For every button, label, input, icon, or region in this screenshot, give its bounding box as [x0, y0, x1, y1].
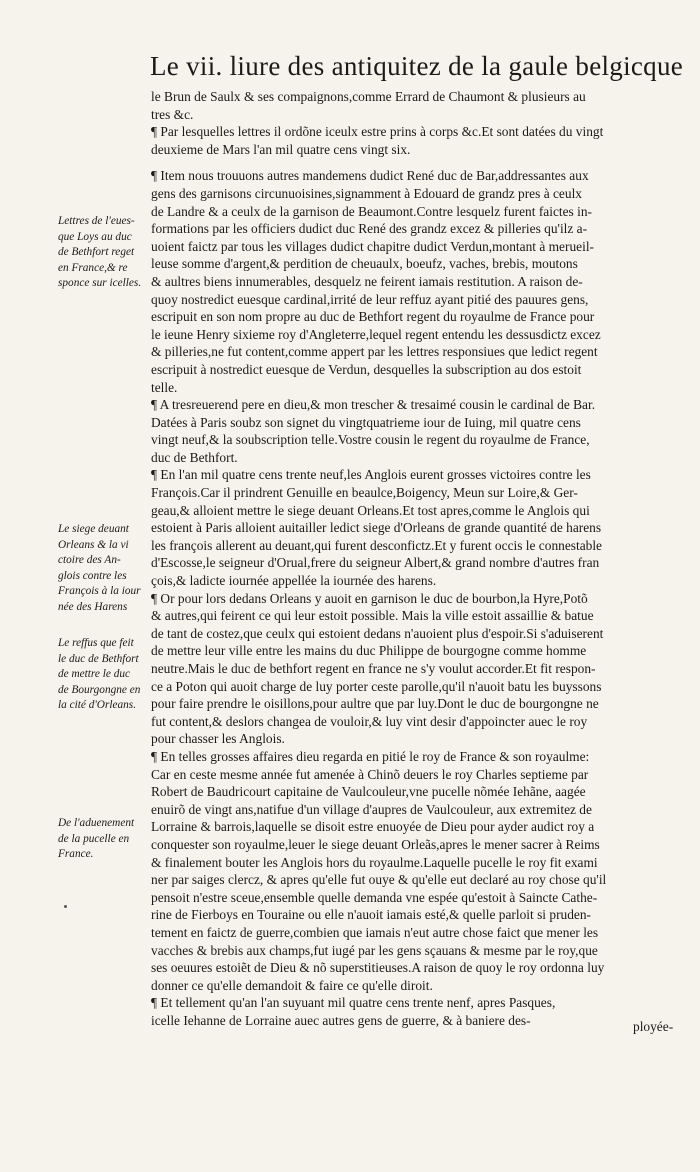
text-line: de mettre leur ville entre les mains du duc Philippe de bourgogne comme homme	[151, 643, 587, 659]
paragraph-gap	[151, 158, 681, 167]
margin-note-line: née des Harens	[58, 600, 128, 613]
text-line: formations par les officiers dudict duc René des grandz excez & pilleries qu'ilz a-	[151, 221, 588, 237]
text-line: icelle Iehanne de Lorraine auec autres gens de guerre, & à baniere des-	[151, 1012, 531, 1028]
text-line: ner par saiges clercz, & apres qu'elle fut ouye & qu'elle eut declaré au roy chose qu'il	[151, 872, 607, 888]
text-line: d'Escosse,le seigneur d'Orual,frere du seigneur Albert,& grand nombre d'autres fran	[151, 555, 600, 571]
text-line: François.Car il prindrent Genuille en beaulce,Boigency, Meun sur Loire,& Ger-	[151, 485, 578, 501]
text-line: geau,& alloient mettre le siege deuant Orleans.Et tost apres,comme le Anglois qui	[151, 502, 590, 518]
text-line: ¶ En l'an mil quatre cens trente neuf,les Anglois eurent grosses victoires contre les	[151, 467, 591, 483]
text-line: ¶ En telles grosses affaires dieu regarda en pitié le roy de France & son royaulme:	[151, 748, 590, 764]
text-line: leuse somme d'argent,& perdition de cheuaulx, boeufz, vaches, brebis, moutons	[151, 256, 578, 272]
margin-note-line: France.	[58, 848, 94, 861]
margin-note-line: que Loys au duc	[58, 230, 132, 243]
margin-note-line: ctoire des An-	[58, 554, 121, 567]
text-line: pour faire prendre le oisillons,pour aultre que par luy.Dont le duc de bourgongne ne	[151, 696, 599, 712]
margin-note	[58, 636, 150, 714]
text-line: uoient faictz par tous les villages dudict chapitre dudict Verdun,montant à merueil-	[151, 238, 594, 254]
text-line: ses oeuures estoiẽt de Dieu & nõ superstitieuses.A raison de quoy le roy ordonna luy	[151, 960, 605, 976]
margin-note-line: sponce sur icelles.	[58, 277, 142, 290]
text-line: quoy nostredict euesque cardinal,irrité de leur reffuz ayant pitié des pauures gens,	[151, 291, 589, 307]
text-line: estoient à Paris alloient auitailler ledict siege d'Orleans de grande quantité de harens	[151, 520, 602, 536]
text-line: rine de Fierboys en Touraine ou elle n'auoit iamais esté,& quelle parloit si pruden-	[151, 907, 592, 923]
text-line: ¶ Item nous trouuons autres mandemens dudict René duc de Bar,addressantes aux	[151, 168, 589, 184]
text-line: ¶ Or pour lors dedans Orleans y auoit en garnison le duc de bourbon,la Hyre,Potõ	[151, 590, 588, 606]
main-text	[151, 88, 681, 1029]
text-line: ce a Poton qui auoit charge de luy porter ceste parolle,qu'il n'auoit batu les buyssons	[151, 678, 602, 694]
text-line: & pilleries,ne fut content,comme appert par les lettres responsiues que ledict regent	[151, 344, 598, 360]
text-line: fut content,& deslors changea de vouloir,& luy vint desir d'appoincter auec le roy	[151, 713, 588, 729]
margin-note	[58, 214, 150, 292]
margin-note-line: la cité d'Orleans.	[58, 699, 137, 712]
text-line: pensoit n'estre sceue,ensemble quelle demanda vne espée qu'estoit à Saincte Cathe-	[151, 889, 598, 905]
text-line: tement en faictz de guerre,combien que iamais n'eut autre chose faict que mener les	[151, 924, 599, 940]
text-line: duc de Bethfort.	[151, 449, 238, 465]
text-line: ¶ Par lesquelles lettres il ordõne iceulx estre prins à corps &c.Et sont datées du vingt	[151, 124, 604, 140]
text-line: çois,& ladicte iournée appellée la iournée des harens.	[151, 573, 437, 589]
text-line: Car en ceste mesme année fut amenée à Chinõ deuers le roy Charles septieme par	[151, 766, 589, 782]
text-line: de Landre & a ceulx de la garnison de Beaumont.Contre lesquelz furent faictes in-	[151, 203, 592, 219]
catchword: ployée-	[633, 1019, 674, 1034]
text-line: donner ce qu'elle demandoit & faire ce qu'elle diroit.	[151, 977, 433, 993]
text-line: gens des garnisons circunuoisines,signamment à Edouard de grandz pres à ceulx	[151, 185, 582, 201]
margin-note-line: Le reffus que feit	[58, 637, 134, 649]
text-line: escripuit en son nom propre au duc de Bethfort regent du royaulme de France pour	[151, 309, 595, 325]
text-line: & aultres biens innumerables, desquelz ne feirent iamais restitution. A raison de-	[151, 273, 583, 289]
text-line: deuxieme de Mars l'an mil quatre cens vingt six.	[151, 141, 411, 157]
margin-note-line: Orleans & la vi	[58, 538, 129, 551]
margin-note-line: de la pucelle en	[58, 832, 130, 845]
running-header: Le vii. liure des antiquitez de la gaule belgicque	[150, 51, 684, 81]
text-line: escripuit à nostredict euesque de Verdun, desquelles la subscription au dos estoit	[151, 361, 582, 377]
text-line: les françois allerent au deuant,qui furent desconfictz.Et y furent occis le connestable	[151, 537, 603, 553]
text-line: vingt neuf,& la soubscription telle.Vostre cousin le regent du royaulme de France,	[151, 432, 590, 448]
text-line: ¶ Et tellement qu'an l'an suyuant mil quatre cens trente nenf, apres Pasques,	[151, 995, 556, 1011]
margin-note-line: le duc de Bethfort	[58, 652, 139, 665]
margin-note-line: De l'aduenement	[58, 817, 135, 829]
ink-speck	[64, 905, 67, 908]
text-line: vacches & brebis aux champs,fut iugé par les gens sçauans & mesme par le roy,que	[151, 942, 598, 958]
margin-note-line: Lettres de l'eues-	[58, 215, 135, 227]
text-line: Lorraine & barrois,laquelle se disoit estre enuoyée de Dieu pour ayder audict roy a	[151, 819, 595, 835]
text-line: de tant de costez,que ceulx qui estoient dedans n'auoient plus d'espoir.Si s'aduiserent	[151, 625, 604, 641]
text-line: & autres,qui feirent ce qui leur estoit possible. Mais la ville estoit assaillie & batue	[151, 608, 594, 624]
text-line: Robert de Baudricourt capitaine de Vaulcouleur,vne pucelle nõmée Iehãne, aagée	[151, 784, 586, 800]
text-line: ¶ A tresreuerend pere en dieu,& mon trescher & tresaimé cousin le cardinal de Bar.	[151, 397, 596, 413]
text-line: neutre.Mais le duc de bethfort regent en france ne s'y voulut accorder.Et fit respon-	[151, 661, 596, 676]
text-line: pour chasser les Anglois.	[151, 731, 285, 747]
margin-note-line: François à la iour	[58, 585, 141, 598]
text-line: & finalement bouter les Anglois hors du royaulme.Laquelle pucelle le roy fit exami	[151, 854, 598, 870]
text-line: telle.	[151, 379, 178, 395]
text-line: le Brun de Saulx & ses compaignons,comme Errard de Chaumont & plusieurs au	[151, 89, 586, 104]
text-line: enuirõ de vingt ans,natifue d'un village d'aupres de Vaulcouleur, aux extremitez de	[151, 801, 592, 817]
text-line: conquester son royaulme,leuer le siege deuant Orleãs,apres le mener sacrer à Reims	[151, 836, 600, 852]
margin-note-line: de Bethfort reget	[58, 246, 135, 259]
margin-note	[58, 522, 150, 616]
margin-note-line: de mettre le duc	[58, 668, 131, 681]
margin-note	[58, 816, 150, 863]
text-line: Datées à Paris soubz son signet du vingtquatrieme iour de Iuing, mil quatre cens	[151, 414, 581, 430]
margin-note-line: Le siege deuant	[58, 523, 129, 535]
margin-note-line: en France,& re	[58, 261, 128, 274]
text-line: le ieune Henry sixieme roy d'Angleterre,lequel regent entendu les dessusdictz excez	[151, 326, 601, 342]
margin-note-line: glois contre les	[58, 569, 127, 582]
text-line: tres &c.	[151, 106, 194, 122]
margin-note-line: de Bourgongne en	[58, 683, 141, 696]
